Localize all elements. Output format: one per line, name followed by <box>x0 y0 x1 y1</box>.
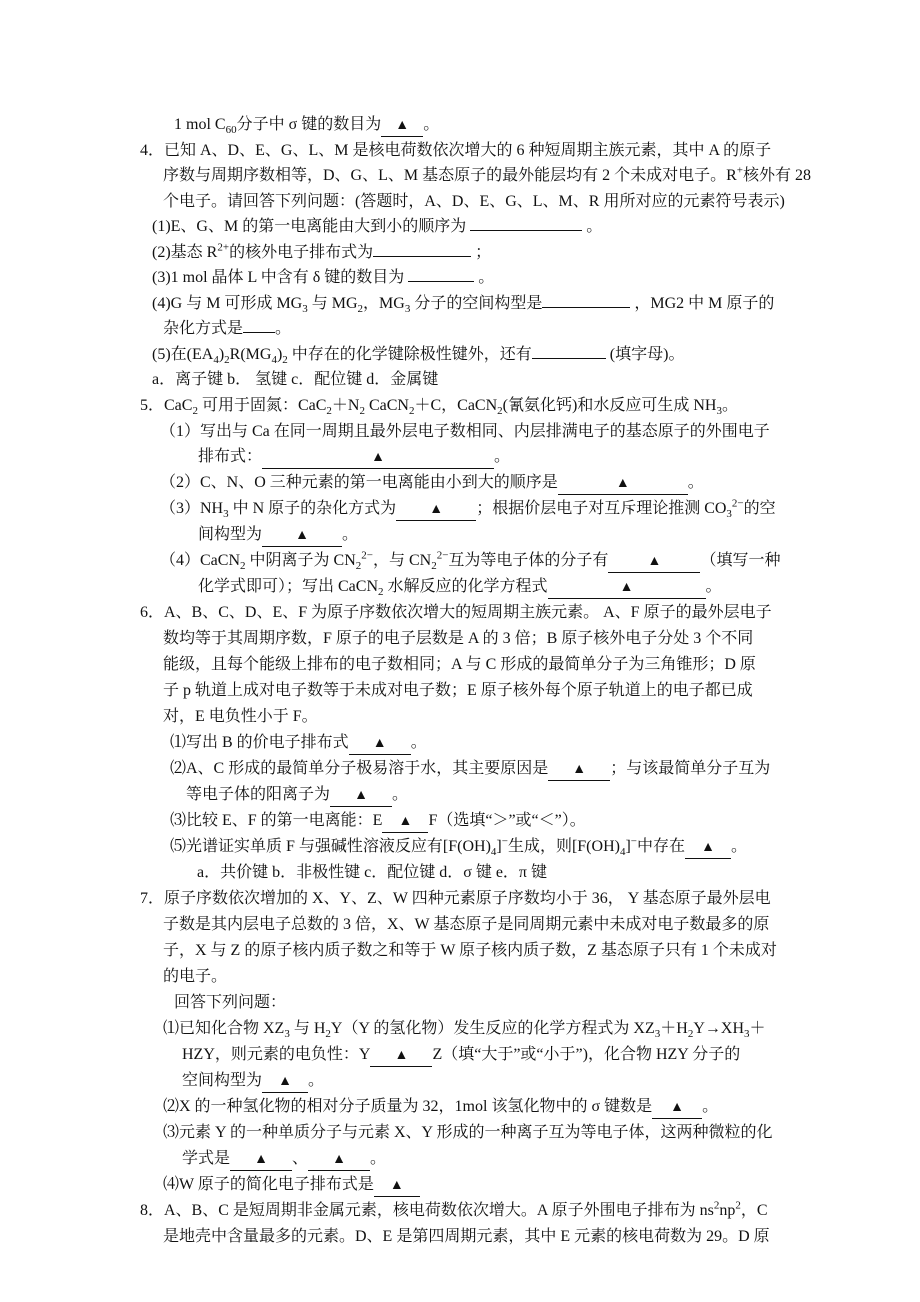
sub-question <box>152 291 774 317</box>
text-run: ⑵X 的一种氢化物的相对分子质量为 32，1mol 该氢化物中的 σ 键数是 <box>163 1098 653 1115</box>
text-run: 回答下列问题： <box>174 994 287 1011</box>
text-run: ；根据价层电子对互斥理论推测 CO <box>476 500 727 517</box>
text-run: np <box>719 1202 736 1219</box>
text-run: 与 MG <box>307 295 358 312</box>
triangle-marker-icon: ▲ <box>332 1152 346 1167</box>
text-run: (氰氨化钙)和水反应可生成 NH <box>502 397 717 414</box>
answer-blank <box>542 307 630 308</box>
text-run: ⑴写出 B 的价电子排布式 <box>170 734 349 751</box>
text-run: 。 <box>702 1098 719 1115</box>
text-run: CaCN <box>364 397 409 414</box>
text-line <box>186 782 408 808</box>
superscript: 2− <box>361 549 373 562</box>
text-run: 。 <box>410 734 427 751</box>
subscript: 3 <box>302 303 308 316</box>
question-4-intro <box>140 138 771 164</box>
text-run: 的空 <box>743 500 776 517</box>
text-run: 。 <box>582 218 603 235</box>
text-run: 5．CaC <box>140 397 193 414</box>
triangle-marker-icon: ▲ <box>254 1152 268 1167</box>
text-run: 间构型为 <box>198 526 263 543</box>
text-run: ⑶元素 Y 的一种单质分子与元素 X、Y 形成的一种离子互为等电子体，这两种微粒的化 <box>163 1124 773 1141</box>
text-run: (3)1 mol 晶体 L 中含有 δ 键的数目为 <box>152 269 409 286</box>
text-run: 。 <box>423 116 440 133</box>
text-run: 中存在 <box>637 838 686 855</box>
triangle-marker-icon: ▲ <box>389 1178 404 1193</box>
text-run: 排布式： <box>198 448 263 465</box>
sub-question <box>160 470 704 496</box>
text-run: 。 <box>687 474 704 491</box>
subscript: 2 <box>357 303 364 316</box>
text-line <box>163 704 318 730</box>
text-line <box>163 163 811 189</box>
sub-question <box>152 240 491 266</box>
sub-question <box>152 214 602 240</box>
sub-question <box>170 808 586 834</box>
subscript: 2 <box>431 560 437 573</box>
text-run: ，MG <box>363 295 405 312</box>
text-run: （1）写出与 Ca 在同一周期且最外层电子数相同、内层排满电子的基态原子的外围电子 <box>160 423 770 440</box>
text-run: 的核外电子排布式为 <box>229 244 374 261</box>
triangle-marker-icon: ▲ <box>615 476 630 491</box>
text-run: Y（Y 的氢化物）发生反应的化学方程式为 XZ <box>330 1020 655 1037</box>
subscript: 2 <box>282 354 288 367</box>
triangle-marker-icon: ▲ <box>572 762 587 777</box>
answer-options <box>197 860 547 886</box>
text-run: 是地壳中含量最多的元素。D、E 是第四周期元素，其中 E 元素的核电荷数为 29。D 原 <box>163 1228 770 1245</box>
text-run: 空间构型为 <box>182 1072 263 1089</box>
triangle-marker-icon: ▲ <box>395 118 410 133</box>
subscript: 2 <box>240 560 246 573</box>
answer-blank <box>548 577 706 599</box>
text-line <box>182 1146 386 1172</box>
answer-blank <box>262 525 342 547</box>
subscript: 3 <box>726 508 732 521</box>
text-run: ) <box>218 346 225 363</box>
text-run: ； <box>471 244 492 261</box>
text-line <box>174 990 286 1016</box>
text-run: 。 <box>731 838 748 855</box>
answer-blank <box>558 473 688 495</box>
text-run: 能级，且每个能级上排布的电子数相同；A 与 C 形成的最简单分子为三角锥形；D 原 <box>163 656 756 673</box>
text-run: 、 <box>292 1150 309 1167</box>
subscript: 4 <box>619 846 626 859</box>
text-run: (4)G 与 M 可形成 MG <box>152 295 303 312</box>
answer-blank <box>652 1097 702 1119</box>
triangle-marker-icon: ▲ <box>398 814 413 829</box>
text-run: ] <box>625 838 631 855</box>
sub-question <box>160 419 770 445</box>
triangle-marker-icon: ▲ <box>295 528 309 543</box>
answer-blank <box>532 358 606 359</box>
answer-blank <box>374 1175 420 1197</box>
subscript: 2 <box>355 560 362 573</box>
question-8-intro <box>140 1198 768 1224</box>
superscript: 2+ <box>217 241 230 254</box>
answer-blank <box>262 447 494 469</box>
text-run: （2）C、N、O 三种元素的第一电离能由小到大的顺序是 <box>160 474 558 491</box>
question-6-intro <box>140 600 772 626</box>
text-run: 。 <box>474 269 495 286</box>
triangle-marker-icon: ▲ <box>278 1074 292 1089</box>
text-run: 杂化方式是 <box>163 320 244 337</box>
superscript: + <box>736 164 744 177</box>
text-run: 。 <box>392 786 409 803</box>
text-run: 。 <box>308 1072 325 1089</box>
text-line <box>163 316 291 342</box>
text-run: 生成，则[F(OH) <box>507 838 620 855</box>
text-run: (2)基态 R <box>152 244 218 261</box>
triangle-marker-icon: ▲ <box>354 788 368 803</box>
sub-question <box>160 548 780 574</box>
text-run: ，C <box>740 1202 768 1219</box>
subscript: 3 <box>744 1028 750 1041</box>
text-run: ⑴已知化合物 XZ <box>163 1020 285 1037</box>
text-run: 4．已知 A、D、E、G、L、M 是核电荷数依次增大的 6 种短周期主族元素，其中 A 的原子 <box>140 142 772 159</box>
text-run: ，与 CN <box>372 552 432 569</box>
text-run: （3）NH <box>160 500 224 517</box>
text-run: a．离子键 b． 氢键 c．配位键 d．金属键 <box>152 371 439 388</box>
text-run: 子 p 轨道上成对电子数等于未成对电子数；E 原子核外每个原子轨道上的电子都已成 <box>163 682 753 699</box>
text-run: (1)E、G、M 的第一电离能由大到小的顺序为 <box>152 218 471 235</box>
subscript: 3 <box>284 1028 290 1041</box>
subscript: 4 <box>490 846 497 859</box>
text-line <box>198 574 722 600</box>
subscript: 3 <box>716 405 722 418</box>
text-run: 个电子。请回答下列问题：(答题时，A、D、E、G、L、M、R 用所对应的元素符号表示) <box>163 193 785 210</box>
triangle-marker-icon: ▲ <box>670 1100 684 1115</box>
text-run: R(MG <box>229 346 272 363</box>
sub-question <box>163 1016 766 1042</box>
triangle-marker-icon: ▲ <box>394 1048 409 1063</box>
text-line <box>163 678 753 704</box>
question-7-intro <box>140 886 771 912</box>
superscript: 2 <box>713 1199 720 1212</box>
subscript: 2 <box>192 405 198 418</box>
answer-blank <box>381 115 423 137</box>
text-run: ＋H <box>660 1020 688 1037</box>
sub-question <box>170 834 747 860</box>
text-line <box>163 1224 770 1250</box>
superscript: − <box>501 835 508 848</box>
text-line <box>163 189 785 215</box>
text-run: 。 <box>494 448 511 465</box>
subscript: 3 <box>404 303 411 316</box>
text-run: ⑷W 原子的简化电子排布式是 <box>163 1176 374 1193</box>
text-run: (5)在(EA <box>152 346 214 363</box>
answer-blank <box>548 759 610 781</box>
text-run: 核外有 28 <box>743 167 812 184</box>
text-run: ＋ <box>749 1020 766 1037</box>
text-run: ，MG2 中 M 原子的 <box>630 295 775 312</box>
subscript: 2 <box>224 354 230 367</box>
answer-blank <box>382 811 428 833</box>
text-run: 化学式即可）；写出 CaCN <box>198 578 379 595</box>
answer-options <box>152 367 438 393</box>
answer-blank <box>308 1149 370 1171</box>
subscript: 60 <box>225 124 237 137</box>
text-run: 学式是 <box>182 1150 231 1167</box>
subscript: 2 <box>359 405 365 418</box>
triangle-marker-icon: ▲ <box>372 736 387 751</box>
text-line <box>163 912 769 938</box>
sub-question <box>163 1172 420 1198</box>
text-run: 子，X 与 Z 的原子核内质子数之和等于 W 原子核内质子数，Z 基态原子只有 1 个未成对 <box>163 942 777 959</box>
text-run: ) <box>276 346 283 363</box>
subscript: 2 <box>326 405 332 418</box>
text-run: 。 <box>370 1150 387 1167</box>
text-run: HZY，则元素的电负性：Y <box>182 1046 371 1063</box>
answer-blank <box>608 551 700 573</box>
triangle-marker-icon: ▲ <box>429 502 444 517</box>
question-5-intro <box>140 393 738 419</box>
text-run: ⑵A、C 形成的最简单分子极易溶于水，其主要原因是 <box>170 760 549 777</box>
text-run: 。 <box>705 578 722 595</box>
answer-blank <box>470 230 582 231</box>
text-run: 的电子。 <box>163 968 228 985</box>
text-line <box>182 1068 324 1094</box>
text-run: ⑶比较 E、F 的第一电离能：E <box>170 812 383 829</box>
answer-blank <box>370 1045 432 1067</box>
text-run: ＋N <box>331 397 360 414</box>
text-run: 序数与周期序数相等，D、G、L、M 基态原子的最外能层均有 2 个未成对电子。R <box>163 167 737 184</box>
text-line <box>163 938 777 964</box>
text-run: Y→XH <box>693 1020 744 1037</box>
sub-question <box>160 496 776 522</box>
text-line <box>163 626 753 652</box>
text-line <box>163 652 756 678</box>
text-run: 分子的空间构型是 <box>410 295 543 312</box>
text-line <box>174 112 439 138</box>
sub-question <box>170 756 770 782</box>
text-line <box>198 522 358 548</box>
text-run: （4）CaCN <box>160 552 241 569</box>
text-run: (填字母)。 <box>605 346 685 363</box>
superscript: 2− <box>436 549 449 562</box>
text-run: ＋C，CaCN <box>414 397 498 414</box>
triangle-marker-icon: ▲ <box>371 450 385 465</box>
text-run: 中 N 原子的杂化方式为 <box>228 500 397 517</box>
triangle-marker-icon: ▲ <box>647 554 662 569</box>
subscript: 3 <box>223 508 229 521</box>
subscript: 4 <box>213 354 219 367</box>
text-run: ；与该最简单分子互为 <box>610 760 771 777</box>
text-run: Z（填“大于”或“小于”)，化合物 HZY 分子的 <box>432 1046 741 1063</box>
text-line <box>163 964 227 990</box>
sub-question <box>170 730 427 756</box>
text-run: 中存在的化学键除极性键外，还有 <box>287 346 532 363</box>
superscript: 2− <box>731 497 744 510</box>
subscript: 3 <box>654 1028 661 1041</box>
sub-question <box>152 342 684 368</box>
text-run: 互为等电子体的分子有 <box>448 552 609 569</box>
text-run: 。 <box>721 397 738 414</box>
text-run: F（选填“＞”或“＜”）。 <box>428 812 586 829</box>
superscript: 2 <box>735 1199 741 1212</box>
text-run: 水解反应的化学方程式 <box>383 578 548 595</box>
text-line <box>198 444 510 470</box>
triangle-marker-icon: ▲ <box>701 840 715 855</box>
text-run: 分子中 σ 键的数目为 <box>236 116 382 133</box>
answer-blank <box>349 733 411 755</box>
subscript: 2 <box>497 405 503 418</box>
triangle-marker-icon: ▲ <box>619 580 634 595</box>
text-run: 数均等于其周期序数，F 原子的电子层数是 A 的 3 倍；B 原子核外电子分处 3 个不同 <box>163 630 754 647</box>
answer-blank <box>408 281 474 282</box>
subscript: 2 <box>408 405 415 418</box>
text-run: 。 <box>342 526 359 543</box>
answer-blank <box>243 332 275 333</box>
text-run: 中阴离子为 CN <box>245 552 356 569</box>
text-run: ] <box>496 838 502 855</box>
text-run: 对，E 电负性小于 F。 <box>163 708 318 725</box>
subscript: 2 <box>687 1028 694 1041</box>
text-run: 与 H <box>289 1020 326 1037</box>
answer-blank <box>373 256 471 257</box>
sub-question <box>152 265 494 291</box>
answer-blank <box>262 1071 308 1093</box>
text-run: 7．原子序数依次增加的 X、Y、Z、W 四种元素原子序数均小于 36， Y 基态原子最外层电 <box>140 890 771 907</box>
text-run: 6．A、B、C、D、E、F 为原子序数依次增大的短周期主族元素。 A、F 原子的最外层电子 <box>140 604 772 621</box>
text-run: （填写一种 <box>700 552 781 569</box>
text-run: 。 <box>275 320 292 337</box>
text-run: 可用于固氮：CaC <box>197 397 327 414</box>
text-line <box>182 1042 740 1068</box>
text-run: 8．A、B、C 是短周期非金属元素，核电荷数依次增大。A 原子外围电子排布为 ns <box>140 1202 714 1219</box>
text-run: 子数是其内层电子总数的 3 倍，X、W 基态原子是同周期元素中未成对电子数最多的原 <box>163 916 770 933</box>
answer-blank <box>396 499 476 521</box>
subscript: 2 <box>378 586 384 599</box>
answer-blank <box>685 837 731 859</box>
text-run: 1 mol C <box>174 116 226 133</box>
answer-blank <box>230 1149 292 1171</box>
text-run: ⑸光谱证实单质 F 与强碱性溶液反应有[F(OH) <box>170 838 491 855</box>
text-run: 等电子体的阳离子为 <box>186 786 331 803</box>
subscript: 2 <box>325 1028 331 1041</box>
sub-question <box>163 1094 718 1120</box>
superscript: − <box>630 835 637 848</box>
sub-question <box>163 1120 772 1146</box>
text-run: a．共价键 b．非极性键 c．配位键 d．σ 键 e．π 键 <box>197 864 548 881</box>
subscript: 4 <box>271 354 277 367</box>
answer-blank <box>330 785 392 807</box>
